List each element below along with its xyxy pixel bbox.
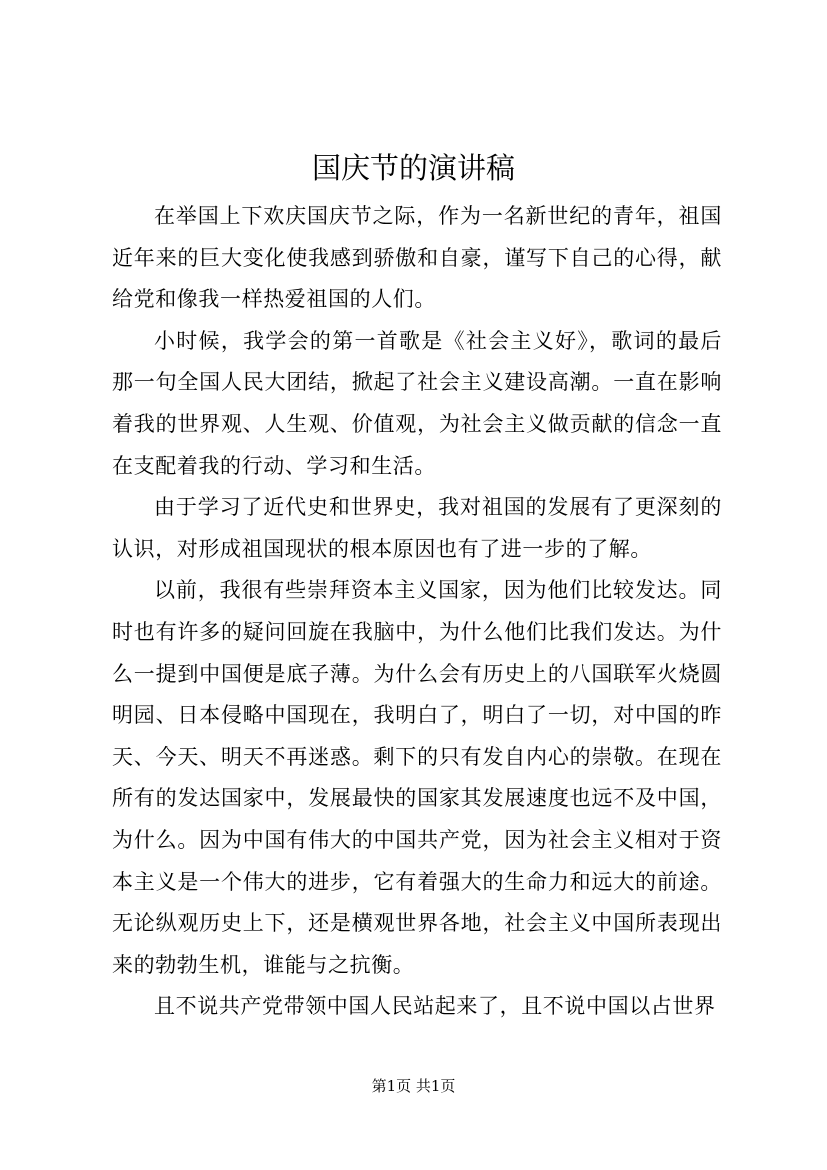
document-body xyxy=(112,196,722,1028)
paragraph-5: 且不说共产党带领中国人民站起来了，且不说中国以占世界 xyxy=(154,994,716,1019)
paragraph-4: 以前，我很有些崇拜资本主义国家，因为他们比较发达。同时也有许多的疑问回旋在我脑中，为什么他们比我们发达。为什么一提到中国便是底子薄。为什么会有历史上的八国联军火烧圆明园、日本侵略中国现在，我明白了，明白了一切，对中国的昨天、今天、明天不再迷惑。剩下的只有发自内心的崇敬。在现在所有的发达国家中，发展最快的国家其发展速度也远不及中国，为什么。因为中国有伟大的中国共产党，因为社会主义相对于资本主义是一个伟大的进步，它有着强大的生命力和远大的前途。无论纵观历史上下，还是横观世界各地，社会主义中国所表现出来的勃勃生机，谁能与之抗衡。 xyxy=(112,578,722,977)
page-footer: 第1页 共1页 xyxy=(371,1077,456,1095)
paragraph-2: 小时候，我学会的第一首歌是《社会主义好》，歌词的最后那一句全国人民大团结，掀起了社会主义建设高潮。一直在影响着我的世界观、人生观、价值观，为社会主义做贡献的信念一直在支配着我的行动、学习和生活。 xyxy=(112,328,722,478)
paragraph-3: 由于学习了近代史和世界史，我对祖国的发展有了更深刻的认识，对形成祖国现状的根本原因也有了进一步的了解。 xyxy=(112,495,722,561)
document-title: 国庆节的演讲稿 xyxy=(311,151,515,185)
paragraph-1: 在举国上下欢庆国庆节之际，作为一名新世纪的青年，祖国近年来的巨大变化使我感到骄傲和自豪，谨写下自己的心得，献给党和像我一样热爱祖国的人们。 xyxy=(112,204,722,312)
